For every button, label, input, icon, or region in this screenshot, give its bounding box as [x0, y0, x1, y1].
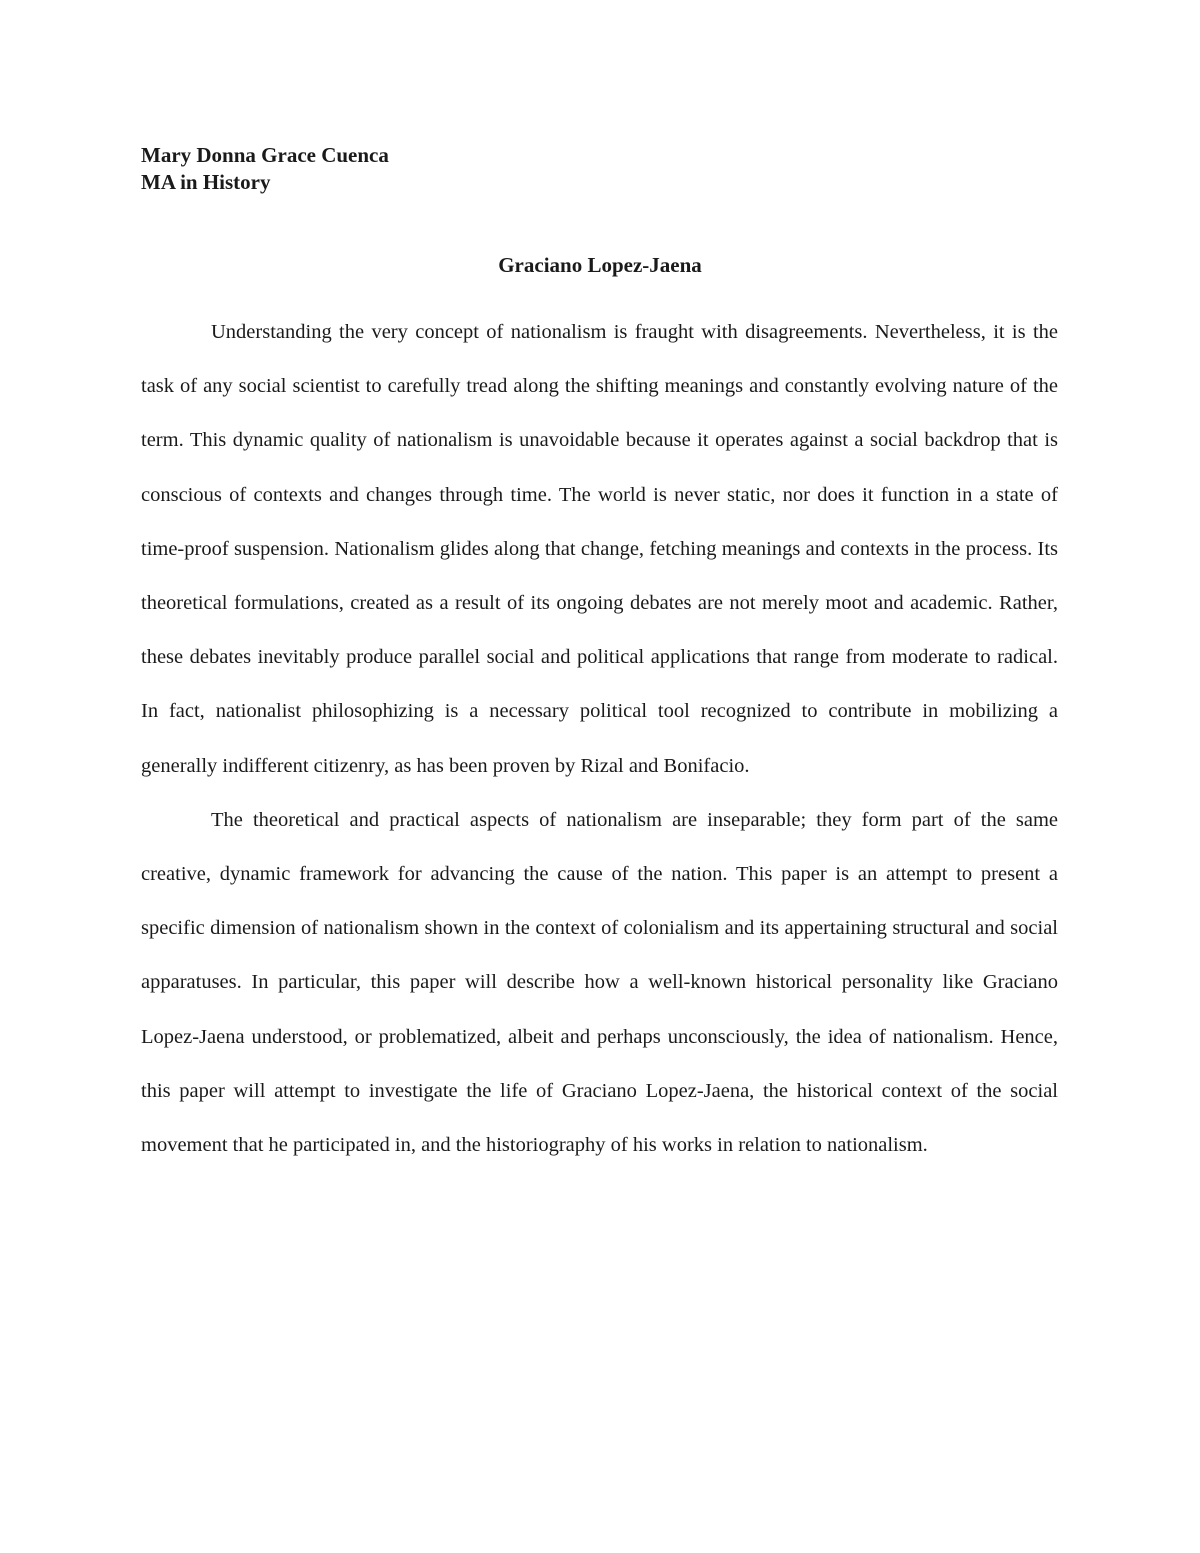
author-header [141, 142, 389, 196]
author-name: Mary Donna Grace Cuenca [141, 143, 389, 167]
degree-program: MA in History [141, 170, 271, 194]
paper-title: Graciano Lopez-Jaena [498, 253, 702, 277]
paragraph: Understanding the very concept of nationalism is fraught with disagreements. Nevertheless, it is the task of any social scientist to carefully tread along the shifting meanings and constantly evolving nature of the term. This dynamic quality of nationalism is unavoidable because it operates against a social backdrop that is conscious of contexts and changes through time. The world is never static, nor does it function in a state of time-proof suspension. Nationalism glides along that change, fetching meanings and contexts in the process. Its theoretical formulations, created as a result of its ongoing debates are not merely moot and academic. Rather, these debates inevitably produce parallel social and political applications that range from moderate to radical. In fact, nationalist philosophizing is a necessary political tool recognized to contribute in mobilizing a generally indifferent citizenry, as has been proven by Rizal and Bonifacio. [141, 321, 1058, 777]
paragraph: The theoretical and practical aspects of nationalism are inseparable; they form part of the same creative, dynamic framework for advancing the cause of the nation. This paper is an attempt to present a specific dimension of nationalism shown in the context of colonialism and its appertaining structural and social apparatuses. In particular, this paper will describe how a well-known historical personality like Graciano Lopez-Jaena understood, or problematized, albeit and perhaps unconsciously, the idea of nationalism. Hence, this paper will attempt to investigate the life of Graciano Lopez-Jaena, the historical context of the social movement that he participated in, and the historiography of his works in relation to nationalism. [141, 808, 1058, 1157]
paper-body [141, 305, 1058, 1172]
